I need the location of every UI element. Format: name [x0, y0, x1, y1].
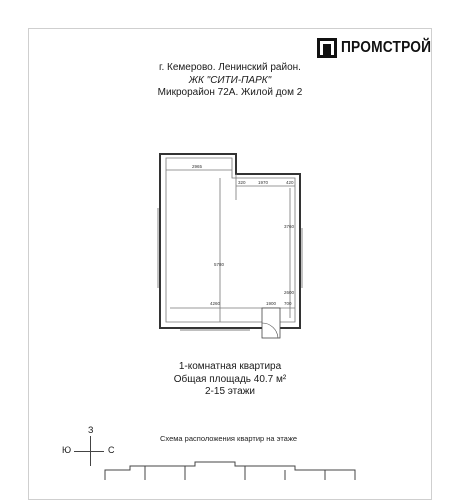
dim-top-left: 2965: [192, 164, 203, 169]
scheme-title: Схема расположения квартир на этаже: [160, 434, 298, 443]
header-city: г. Кемерово. Ленинский район.: [159, 62, 301, 73]
apartment-rooms: 1-комнатная квартира: [178, 361, 282, 372]
apartment-floor-plan: [150, 148, 310, 348]
dim-top-mid: 1970: [258, 180, 269, 185]
dim-top-small: 320: [238, 180, 246, 185]
project-header: [150, 62, 310, 100]
compass-east-label: С: [108, 445, 115, 455]
dim-right-vertical-2: 2600: [284, 290, 295, 295]
dim-bottom-left: 4260: [210, 301, 221, 306]
dim-top-right: 420: [286, 180, 294, 185]
compass-vertical-line: [90, 436, 91, 466]
header-building: Микрорайон 72А. Жилой дом 2: [157, 87, 303, 98]
floor-scheme: [95, 452, 395, 480]
compass-west-label: Ю: [62, 445, 72, 455]
dim-bottom-right: 700: [284, 301, 292, 306]
outer-wall: [160, 154, 300, 328]
floor-scheme-outline: [105, 462, 355, 480]
apartment-area: Общая площадь 40.7 м²: [173, 373, 287, 385]
logo-text: ПРОМСТРОЙ: [341, 39, 432, 56]
apartment-info: [150, 361, 310, 399]
dim-right-vertical: 3760: [284, 224, 295, 229]
dim-bottom-mid: 1900: [266, 301, 277, 306]
header-complex: ЖК "СИТИ-ПАРК": [188, 74, 272, 86]
apartment-floors: 2-15 этажи: [205, 386, 255, 397]
compass-north-label: З: [88, 425, 94, 435]
inner-wall: [166, 158, 295, 322]
dim-left-vertical: 5780: [214, 262, 225, 267]
company-logo: [317, 38, 446, 58]
building-logo-icon: [317, 38, 337, 58]
